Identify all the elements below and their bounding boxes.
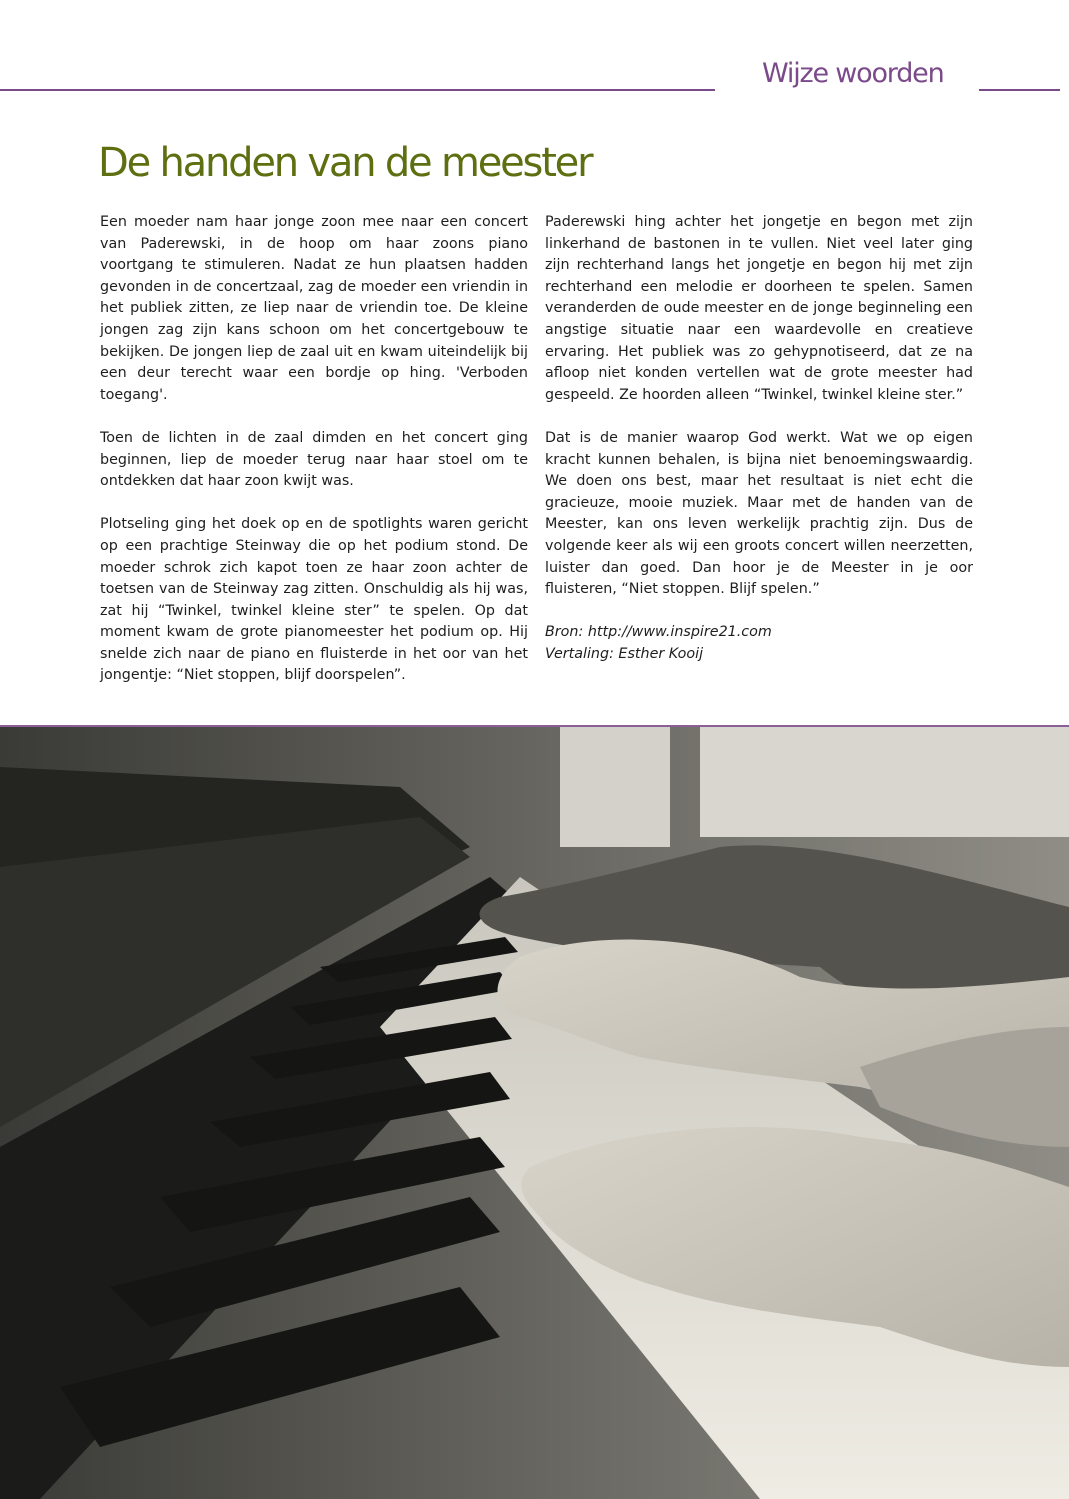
article-column-right: [545, 212, 973, 665]
piano-hands-photo: [0, 727, 1069, 1499]
translation-credit: Vertaling: Esther Kooij: [545, 645, 704, 662]
source-credit: Bron: http://www.inspire21.com: [545, 624, 772, 641]
section-title: Wijze woorden: [762, 58, 944, 89]
paragraph: Een moeder nam haar jonge zoon mee naar een concert van Paderewski, in de hoop om haar zoons piano voortgang te stimuleren. Nadat ze hun plaatsen hadden gevonden in de concertzaal, zag de moeder een vriendin in het publiek zitten, ze liep naar de vriendin toe. De kleine jongen zag zijn kans schoon om het concertgebouw te bekijken. De jongen liep de zaal uit en kwam uiteindelijk bij een deur terecht waar een bordje op hing. 'Verboden toegang'.: [100, 214, 528, 403]
article-title: De handen van de meester: [98, 140, 592, 186]
header-rule-right: [979, 89, 1060, 91]
paragraph: Plotseling ging het doek op en de spotlights waren gericht op een prachtige Steinway die op het podium stond. De moeder schrok zich kapot toen ze haar zoon achter de toetsen van de Steinway zag zitten. Onschuldig als hij was, zat hij “Twinkel, twinkel kleine ster” te spelen. Op dat moment kwam de grote pianomeester het podium op. Hij snelde zich naar de piano en fluisterde in het oor van het jongentje: “Niet stoppen, blijf doorspelen”.: [100, 516, 528, 684]
paragraph: Dat is de manier waarop God werkt. Wat we op eigen kracht kunnen behalen, is bijna niet benoemingswaardig. We doen ons best, maar het resultaat is niet echt die gracieuze, mooie muziek. Maar met de handen van de Meester, kan ons leven werkelijk prachtig zijn. Dus de volgende keer als wij een groots concert willen neerzetten, luister dan goed. Dan hoor je de Meester in je oor fluisteren, “Niet stoppen. Blijf spelen.”: [545, 429, 973, 598]
paragraph: Toen de lichten in de zaal dimden en het concert ging beginnen, liep de moeder terug naar haar stoel om te ontdekken dat haar zoon kwijt was.: [100, 429, 528, 490]
article-column-left: [100, 212, 528, 709]
paragraph: Paderewski hing achter het jongetje en begon met zijn linkerhand de bastonen in te vullen. Niet veel later ging zijn rechterhand langs het jongetje en begon hij met zijn rechterhand een melodie er doorheen te spelen. Samen veranderden de oude meester en de jonge beginneling een angstige situatie naar een waardevolle en creatieve ervaring. Het publiek was zo gehypnotiseerd, dat ze na afloop niet konden vertellen wat de grote meester had gespeeld. Ze hoorden alleen “Twinkel, twinkel kleine ster.”: [545, 214, 973, 403]
header-rule-left: [0, 89, 715, 91]
